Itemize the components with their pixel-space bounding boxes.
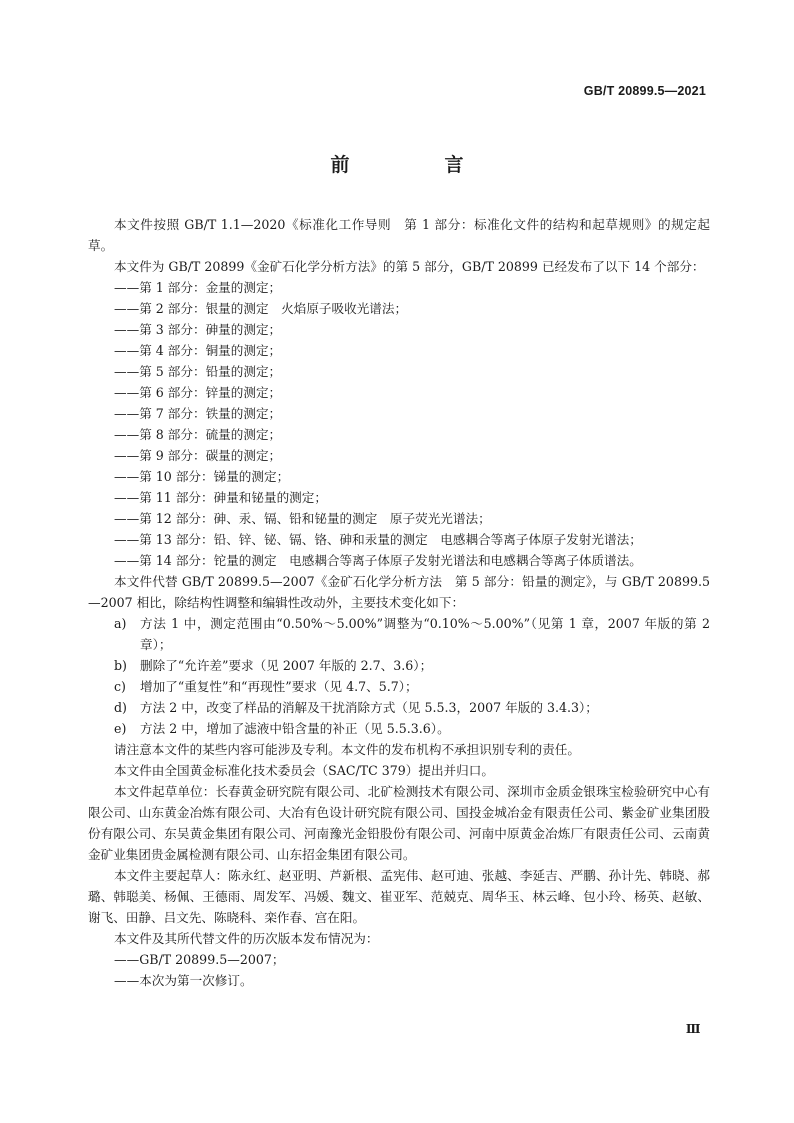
parts-list-item: ——第 14 部分：铊量的测定 电感耦合等离子体原子发射光谱法和电感耦合等离子体质谱法。 [114,553,642,568]
standard-code: GB/T 20899.5—2021 [583,84,706,98]
parts-list [88,277,710,571]
parts-list-item: ——第 10 部分：锑量的测定； [114,469,290,484]
change-item [88,718,710,739]
paragraph-replacement: 本文件代替 GB/T 20899.5—2007《金矿石化学分析方法 第 5 部分：铅量的测定》，与 GB/T 20899.5—2007 相比，除结构性调整和编辑性改动外，主要技术变化如下： [88,574,710,610]
paragraph-patent-notice: 请注意本文件的某些内容可能涉及专利。本文件的发布机构不承担识别专利的责任。 [114,742,580,757]
foreword-body [88,214,710,991]
parts-list-item: ——第 3 部分：砷量的测定； [114,322,282,337]
change-item [88,697,710,718]
parts-list-item: ——第 9 部分：碳量的测定； [114,448,282,463]
change-item-marker: e) [114,721,127,736]
change-item-marker: b) [114,658,127,673]
change-item [88,613,710,655]
parts-list-item: ——第 6 部分：锌量的测定； [114,385,282,400]
parts-list-item: ——第 5 部分：铅量的测定； [114,364,282,379]
history-list-item: ——GB/T 20899.5—2007； [114,952,285,967]
change-item-text: 删除了“允许差”要求（见 2007 年版的 2.7、3.6）； [140,658,433,673]
paragraph-version-history: 本文件及其所代替文件的历次版本发布情况为： [114,931,379,946]
paragraph-series-intro: 本文件为 GB/T 20899《金矿石化学分析方法》的第 5 部分，GB/T 20899 已经发布了以下 14 个部分： [114,259,705,274]
change-item [88,676,710,697]
parts-list-item: ——第 7 部分：铁量的测定； [114,406,282,421]
parts-list-item: ——第 2 部分：银量的测定 火焰原子吸收光谱法； [114,301,408,316]
change-item-marker: a) [114,616,127,631]
change-item-marker: d) [114,700,127,715]
change-item-text: 方法 2 中，增加了滤液中铅含量的补正（见 5.5.3.6）。 [140,721,450,736]
history-list-item: ——本次为第一次修订。 [114,973,253,988]
change-item [88,655,710,676]
page-title: 前 言 [330,154,502,176]
paragraph-drafting-rules: 本文件按照 GB/T 1.1—2020《标准化工作导则 第 1 部分：标准化文件的结构和起草规则》的规定起草。 [88,217,710,253]
change-item-marker: c) [114,679,126,694]
history-list [88,949,710,991]
change-item-text: 方法 1 中，测定范围由“0.50%～5.00%”调整为“0.10%～5.00%”（见第 1 章，2007 年版的第 2 章）； [140,616,710,652]
change-item-text: 增加了“重复性”和“再现性”要求（见 4.7、5.7）； [140,679,418,694]
parts-list-item: ——第 1 部分：金量的测定； [114,280,282,295]
parts-list-item: ——第 11 部分：砷量和铋量的测定； [114,490,327,505]
page-number: Ⅲ [685,1022,700,1036]
parts-list-item: ——第 12 部分：砷、汞、镉、铅和铋量的测定 原子荧光光谱法； [114,511,491,526]
parts-list-item: ——第 4 部分：铜量的测定； [114,343,282,358]
parts-list-item: ——第 8 部分：硫量的测定； [114,427,282,442]
parts-list-item: ——第 13 部分：铅、锌、铋、镉、铬、砷和汞量的测定 电感耦合等离子体原子发射光谱法； [114,532,642,547]
change-item-text: 方法 2 中，改变了样品的消解及干扰消除方式（见 5.5.3，2007 年版的 3.4.3）； [140,700,598,715]
paragraph-drafting-units: 本文件起草单位：长春黄金研究院有限公司、北矿检测技术有限公司、深圳市金质金银珠宝检验研究中心有限公司、山东黄金冶炼有限公司、大冶有色设计研究院有限公司、国投金城冶金有限责任公司、紫金矿业集团股份有限公司、东吴黄金集团有限公司、河南豫光金铅股份有限公司、河南中原黄金冶炼厂有限责任公司、云南黄金矿业集团贵金属检测有限公司、山东招金集团有限公司。 [88,784,710,862]
paragraph-proposer: 本文件由全国黄金标准化技术委员会（SAC/TC 379）提出并归口。 [114,763,494,778]
paragraph-drafters: 本文件主要起草人：陈永红、赵亚明、芦新根、孟宪伟、赵可迪、张越、李延吉、严鹏、孙计先、韩晓、郝璐、韩聪美、杨佩、王德雨、周发军、冯媛、魏文、崔亚军、范兢克、周华玉、林云峰、包小玲、杨英、赵敏、谢飞、田静、吕文先、陈晓科、栾作春、宫在阳。 [88,868,710,925]
changes-list [88,613,710,739]
